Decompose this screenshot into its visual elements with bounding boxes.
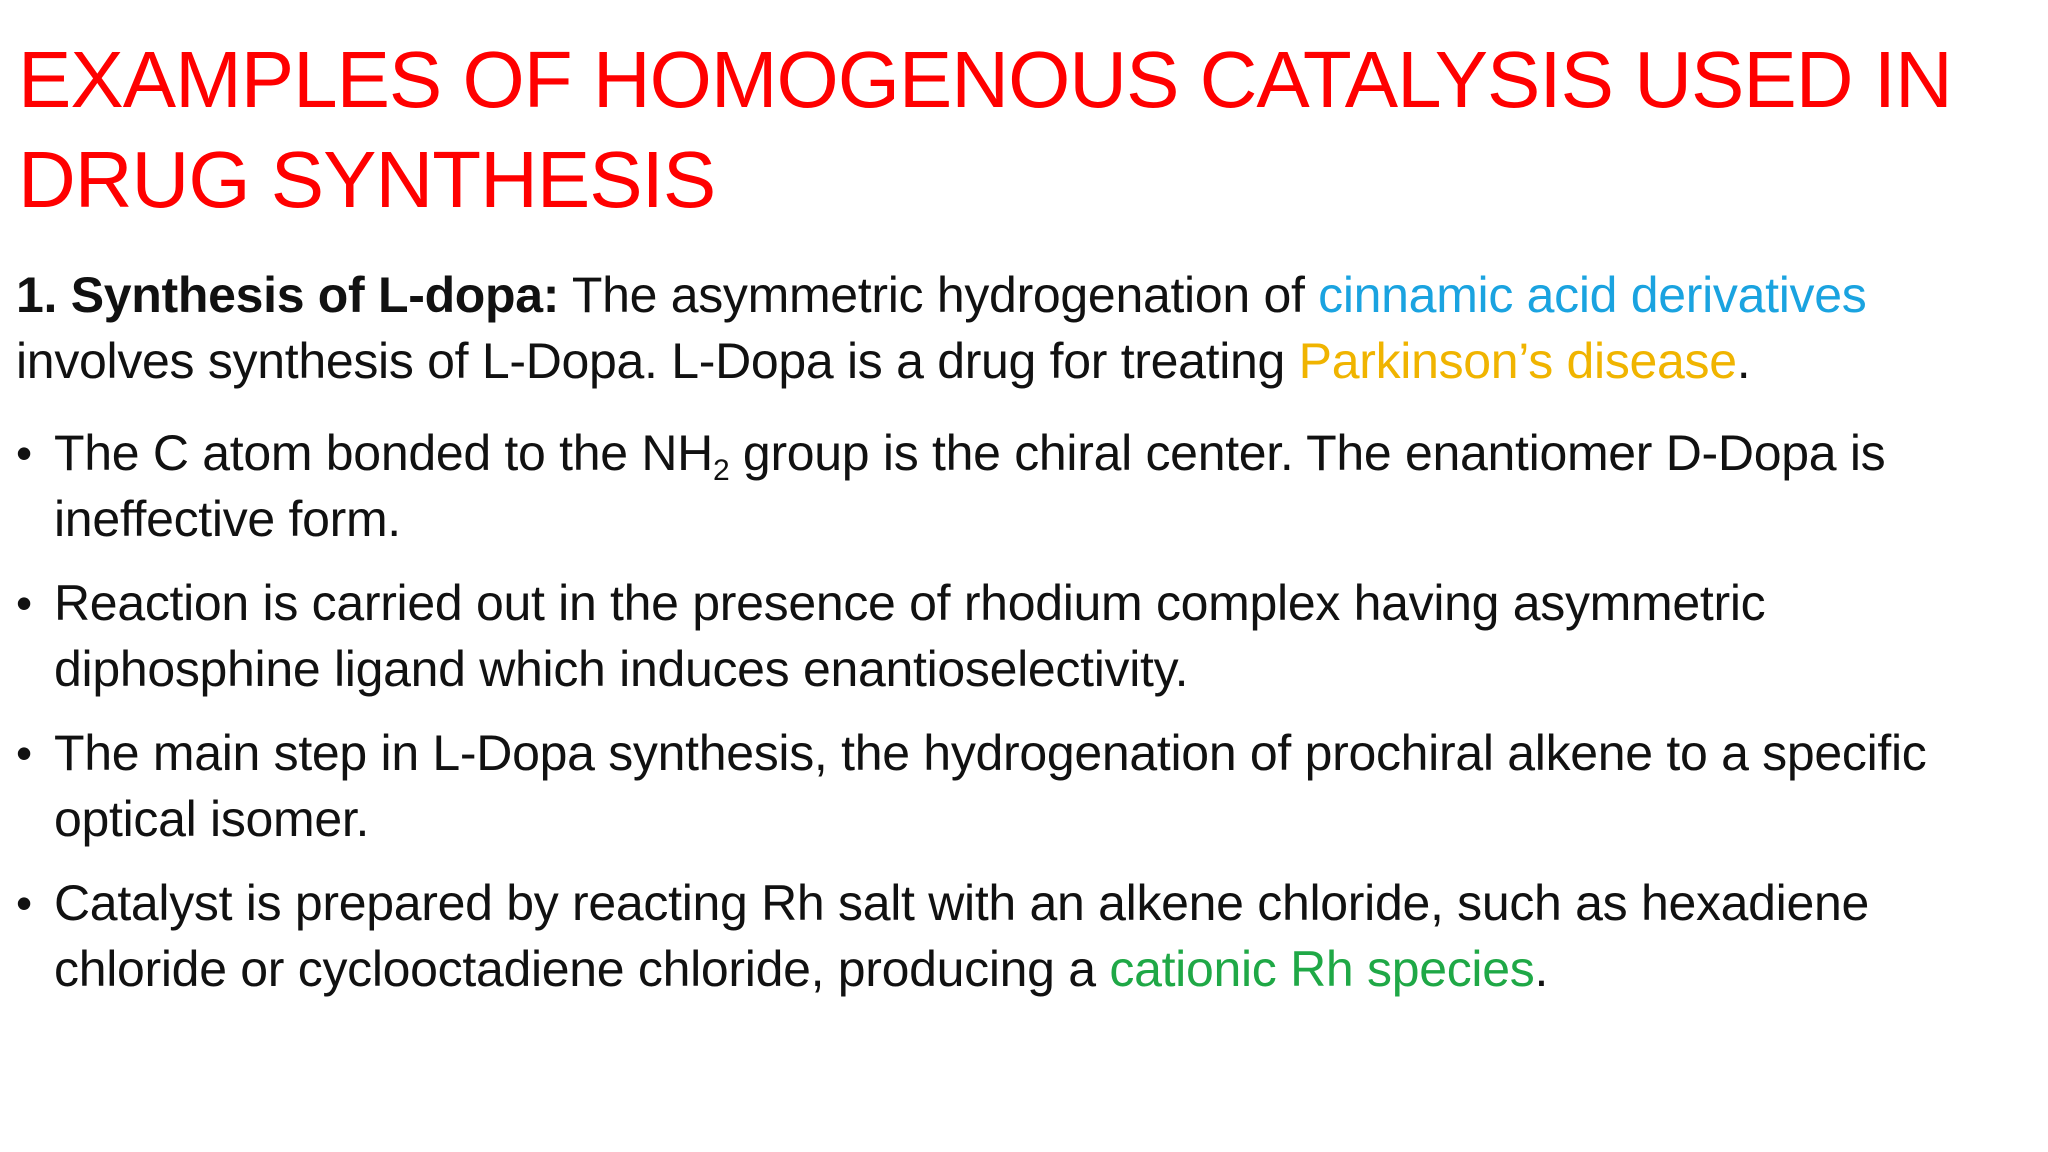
bullet-text: [54, 870, 2044, 1002]
bullet-text: The main step in L-Dopa synthesis, the hydrogenation of prochiral alkene to a specific optical isomer.: [54, 725, 1927, 847]
intro-paragraph: [16, 262, 2036, 394]
intro-text-2: involves synthesis of L-Dopa. L-Dopa is a drug for treating: [16, 333, 1299, 389]
intro-lead: 1. Synthesis of L-dopa:: [16, 267, 560, 323]
bullet-text: [54, 420, 2044, 552]
title-line-1: EXAMPLES OF HOMOGENOUS CATALYSIS USED IN: [18, 35, 1952, 124]
intro-highlight-parkinsons: Parkinson’s disease: [1298, 333, 1737, 389]
bullet-text-part-2: group is the chiral center. The enantiomer D-Dopa is ineffective form.: [54, 425, 1886, 547]
bullet-text-part-1: The C atom bonded to the NH: [54, 425, 713, 481]
intro-highlight-cinnamic: cinnamic acid derivatives: [1318, 267, 1867, 323]
highlight-cationic-rh: cationic Rh species: [1109, 941, 1535, 997]
bullet-icon: •: [16, 427, 32, 479]
bullet-icon: •: [16, 577, 32, 629]
bullet-icon: •: [16, 877, 32, 929]
title-line-2: DRUG SYNTHESIS: [18, 135, 716, 224]
bullet-text: Reaction is carried out in the presence of rhodium complex having asymmetric diphosphine ligand which induces enantioselectivity.: [54, 575, 1766, 697]
subscript: 2: [712, 454, 730, 487]
bullet-icon: •: [16, 727, 32, 779]
bullet-text-part-1: Catalyst is prepared by reacting Rh salt with an alkene chloride, such as hexadiene chloride or cyclooctadiene chloride, producing a: [54, 875, 1870, 997]
bullet-text-part-2: .: [1534, 941, 1549, 997]
intro-text-1: The asymmetric hydrogenation of: [559, 267, 1319, 323]
intro-text-3: .: [1736, 333, 1751, 389]
slide-title: [18, 30, 2018, 230]
